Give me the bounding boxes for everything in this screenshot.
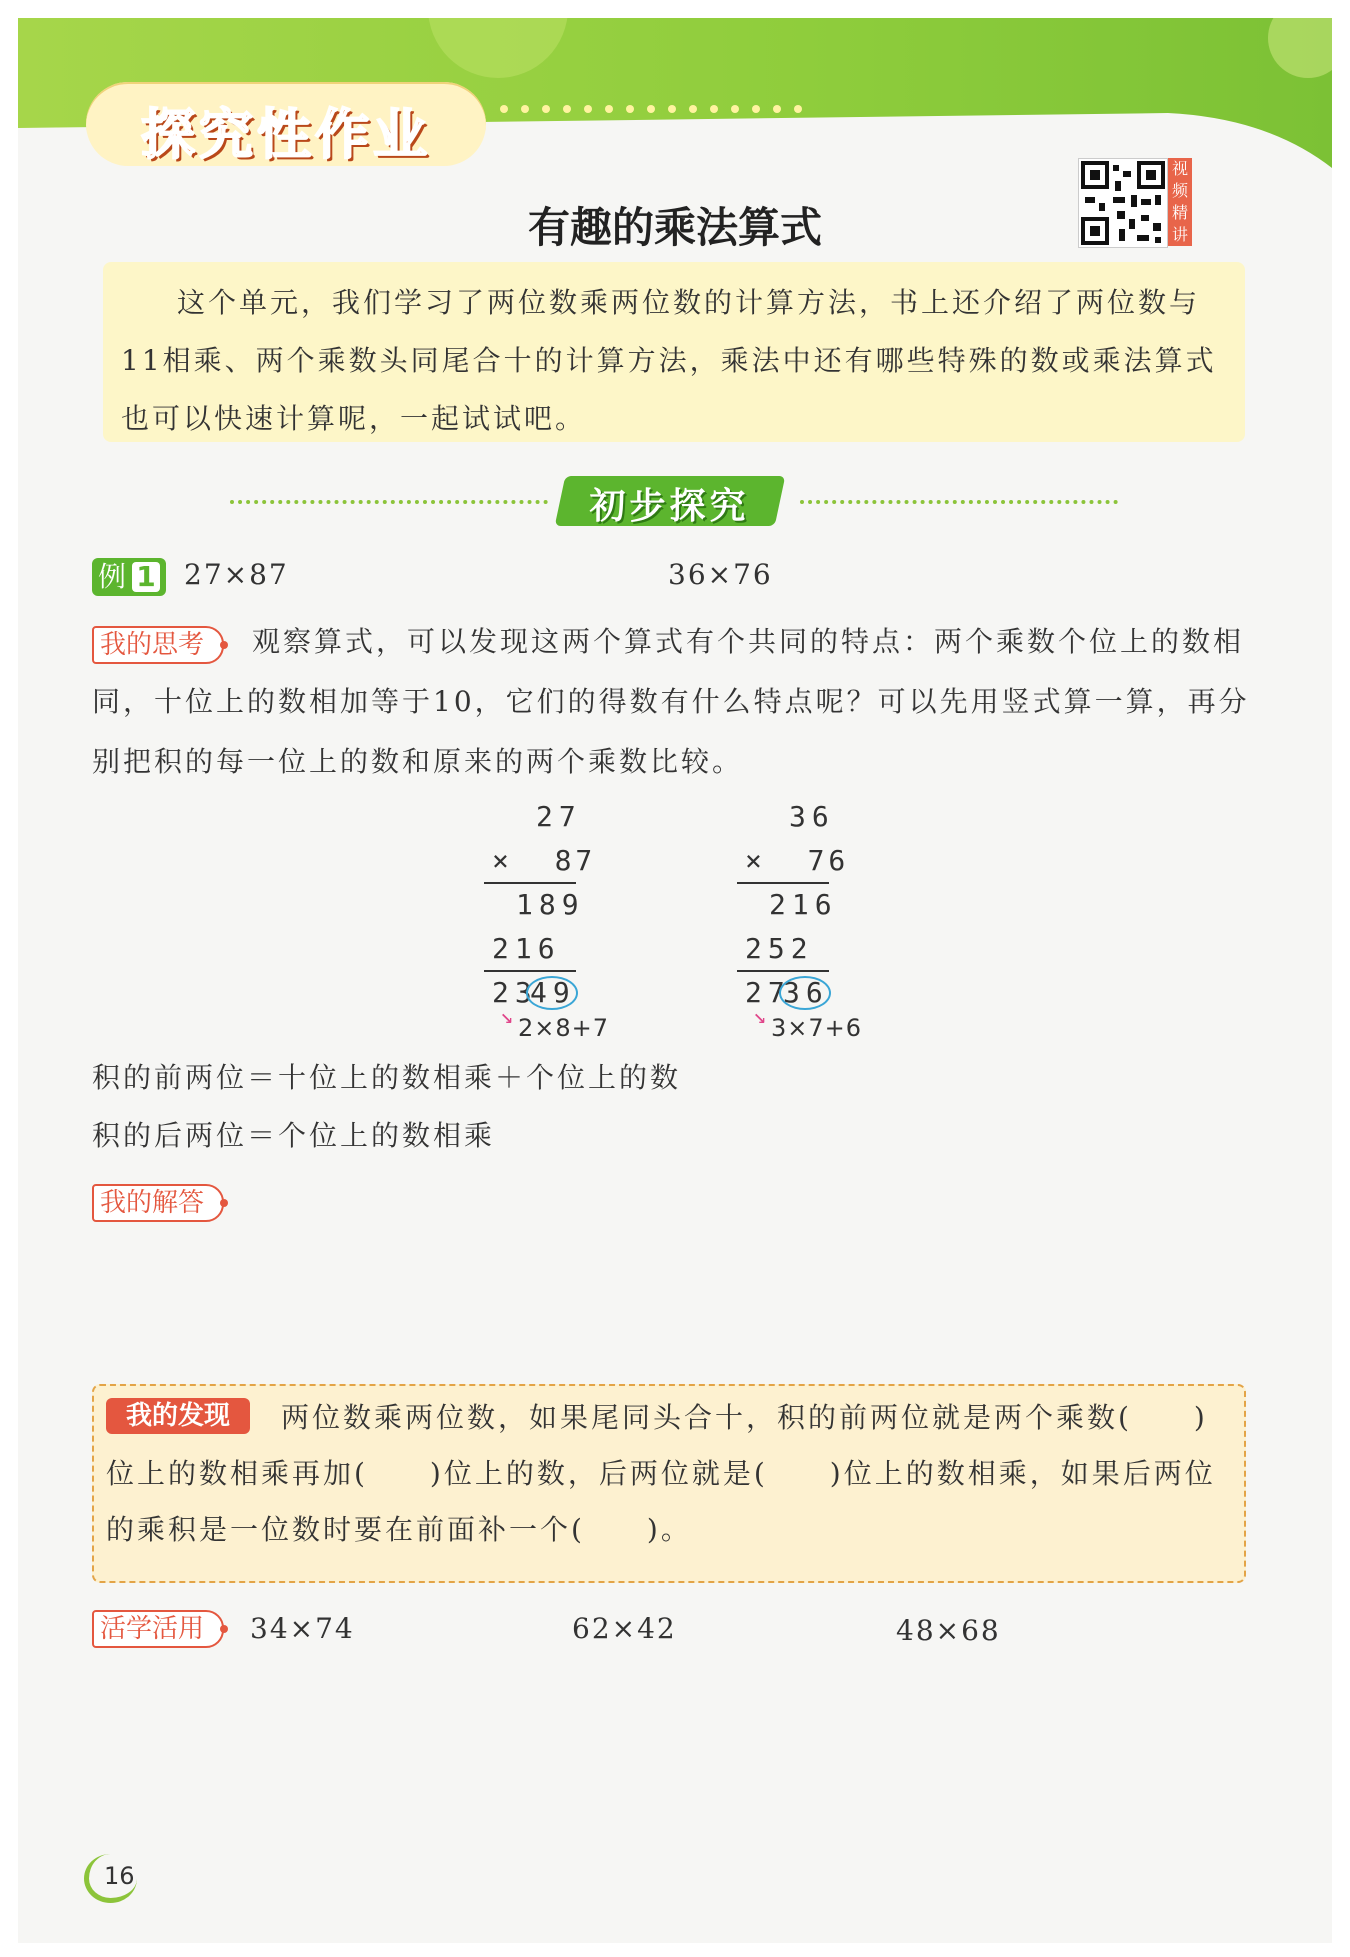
practice-answer-area[interactable] bbox=[92, 1660, 1242, 1830]
calc2-top: 36 bbox=[789, 800, 835, 833]
answer-area[interactable] bbox=[92, 1230, 1242, 1360]
practice-expression-3: 48×68 bbox=[896, 1614, 1001, 1647]
discovery-box bbox=[92, 1384, 1246, 1583]
section-badge bbox=[555, 476, 786, 526]
calc2-result-front: 27 bbox=[745, 976, 791, 1009]
intro-text: 这个单元，我们学习了两位数乘两位数的计算方法，书上还介绍了两位数与11相乘、两个乘数头同尾合十的计算方法，乘法中还有哪些特殊的数或乘法算式也可以快速计算呢，一起试试吧。 bbox=[121, 286, 1217, 435]
calc1-arrow-icon: ↘ bbox=[500, 1004, 514, 1029]
intro-box bbox=[103, 262, 1245, 442]
calc2-multiplier: × 76 bbox=[745, 844, 850, 877]
calc2-partial-1: 216 bbox=[769, 888, 838, 921]
thinking-tag: 我的思考 bbox=[92, 626, 224, 664]
calc1-result-back: 49 bbox=[530, 976, 576, 1009]
rule-line-2: 积的后两位＝个位上的数相乘 bbox=[92, 1119, 496, 1152]
calc1-note: 2×8+7 bbox=[518, 1014, 610, 1042]
example-word: 例 bbox=[98, 560, 127, 593]
rule-line-1: 积的前两位＝十位上的数相乘＋个位上的数 bbox=[92, 1061, 682, 1094]
discovery-tag: 我的发现 bbox=[106, 1398, 250, 1434]
banner-dots bbox=[500, 105, 802, 113]
dotted-divider-left bbox=[230, 500, 548, 504]
calc1-partial-1: 189 bbox=[516, 888, 585, 921]
example-expression-1: 27×87 bbox=[184, 558, 289, 591]
practice-expression-1: 34×74 bbox=[250, 1612, 355, 1645]
calc1-rule-1 bbox=[484, 882, 576, 884]
practice-tag: 活学活用 bbox=[92, 1610, 224, 1648]
calc2-arrow-icon: ↘ bbox=[753, 1004, 767, 1029]
calc2-rule-2 bbox=[737, 970, 829, 972]
calc1-rule-2 bbox=[484, 970, 576, 972]
calc1-multiplier: × 87 bbox=[492, 844, 597, 877]
page-number bbox=[84, 1854, 144, 1894]
calc1-result-front: 23 bbox=[492, 976, 538, 1009]
calc2-note: 3×7+6 bbox=[771, 1014, 863, 1042]
dotted-divider-right bbox=[800, 500, 1118, 504]
calc1-partial-2: 216 bbox=[492, 932, 561, 965]
discovery-text: 两位数乘两位数，如果尾同头合十，积的前两位就是两个乘数( )位上的数相乘再加( )位上的数，后两位就是( )位上的数相乘，如果后两位的乘积是一位数时要在前面补一个( )。 bbox=[106, 1401, 1216, 1546]
vertical-calc-1 bbox=[480, 800, 620, 1042]
example-label bbox=[92, 558, 166, 596]
section-header bbox=[230, 476, 1120, 528]
section-title: 初步探究 bbox=[589, 486, 750, 527]
calc2-result-back: 36 bbox=[783, 976, 829, 1009]
example-expression-2: 36×76 bbox=[668, 558, 773, 591]
vertical-calc-2 bbox=[735, 800, 895, 1042]
calc2-rule-1 bbox=[737, 882, 829, 884]
badge-title: 探究性作业 bbox=[141, 103, 431, 166]
section-type-badge bbox=[86, 82, 486, 166]
answer-tag: 我的解答 bbox=[92, 1184, 224, 1222]
page-title: 有趣的乘法算式 bbox=[527, 203, 822, 252]
page-number-text: 16 bbox=[104, 1862, 135, 1890]
calc2-circle-mark bbox=[779, 976, 831, 1010]
calc1-top: 27 bbox=[536, 800, 582, 833]
calc1-circle-mark bbox=[526, 976, 578, 1010]
practice-expression-2: 62×42 bbox=[572, 1612, 677, 1645]
calc2-partial-2: 252 bbox=[745, 932, 814, 965]
example-number: 1 bbox=[132, 562, 160, 592]
thinking-text: 观察算式，可以发现这两个算式有个共同的特点：两个乘数个位上的数相同，十位上的数相加等于10，它们的得数有什么特点呢？可以先用竖式算一算，再分别把积的每一位上的数和原来的两个乘数比较。 bbox=[92, 625, 1250, 778]
qr-label: 视频精讲 bbox=[1168, 158, 1192, 246]
